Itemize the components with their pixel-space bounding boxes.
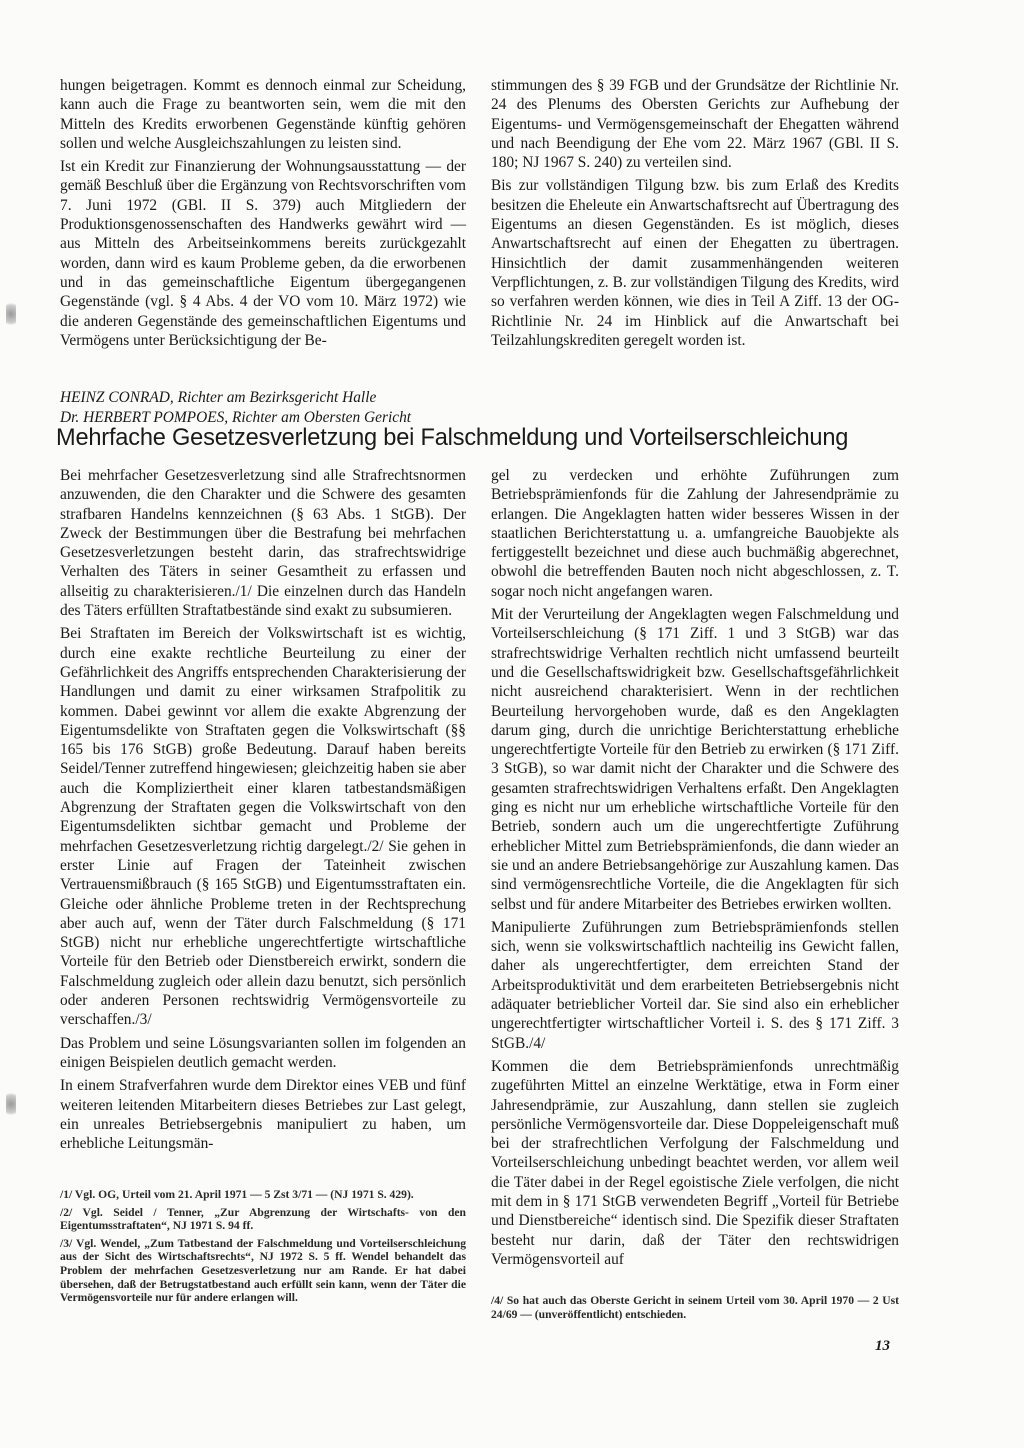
page-number: 13 [875,1338,890,1354]
author-line: HEINZ CONRAD, Richter am Bezirksgericht Halle [60,389,377,406]
footnotes-right [491,1294,899,1325]
paragraph: In einem Strafverfahren wurde dem Direktor eines VEB und fünf weiteren leitenden Mitarbeitern dieses Betriebes zur Last gelegt, ein unreales Betriebsergebnis manipuliert zu haben, um erhebliche Leitungsmän- [60,1077,466,1153]
footnote: /3/ Vgl. Wendel, „Zum Tatbestand der Falschmeldung und Vorteilserschleichung aus der Sicht des Wirtschaftsrechts“, NJ 1972 S. 5 ff. Wendel behandelt das Problem der mehrfachen Gesetzesverletzung nur am Rande. Er hat dabei übersehen, daß der Betrugstatbestand auch erfüllt sein kann, wenn der Täter die Vermögensvorteile nur für andere erlangen will. [60,1236,466,1305]
article-right-column [491,466,899,1273]
paragraph: Manipulierte Zuführungen zum Betriebsprämienfonds stellen sich, wenn sie volkswirtschaftlich nachteilig ins Gewicht fallen, daher als ungerechtfertigter, dem erreichten Stand der Arbeitsproduktivität und dem erarbeiteten Betriebsergebnis nicht adäquater betrieblicher Vorteil dar. Sie sind also ein erheblicher ungerechtfertigter wirtschaftlicher Vorteil i. S. des § 171 Ziff. 3 StGB./4/ [491,918,899,1052]
paragraph: Bis zur vollständigen Tilgung bzw. bis zum Erlaß des Kredits besitzen die Eheleute ein Anwartschaftsrecht auf Übertragung des Eigentums an diesen Gegenständen. Es ist möglich, dieses Anwartschaftsrecht auf einen der Ehegatten zu übertragen. Hinsichtlich der damit zusammenhängenden weiteren Verpflichtungen, z. B. zur vollständigen Tilgung des Kredits, wird so verfahren werden können, wie dies in Teil A Ziff. 13 der OG-Richtlinie Nr. 24 im Hinblick auf die Anwartschaft bei Teilzahlungskrediten geregelt worden ist. [491,177,899,349]
footnote: /4/ So hat auch das Oberste Gericht in seinem Urteil vom 30. April 1970 — 2 Ust 24/69 — (unveröffentlicht) entschieden. [491,1294,899,1321]
paragraph: Mit der Verurteilung der Angeklagten wegen Falschmeldung und Vorteilserschleichung (§ 171 Ziff. 1 und 3 StGB) war das strafrechtswidrige Verhalten rechtlich nicht umfassend beurteilt und die Gesellschaftswidrigkeit bzw. Gesellschaftsgefährlichkeit nicht ausreichend charakterisiert. Wenn in der rechtlichen Beurteilung hervorgehoben wurde, daß es den Angeklagten darum ging, durch die unrichtige Berichterstattung erhebliche ungerechtfertigte Vorteile für den Betrieb zu erwirken (§ 171 Ziff. 3 StGB), so war damit nicht der Charakter und die Schwere des gesamten strafrechtswidrigen Verhaltens erfaßt. Den Angeklagten ging es nicht nur um erhebliche wirtschaftliche Vorteile für den Betrieb, sondern auch um die ungerechtfertigte Zuführung erheblicher Mittel zum Betriebsprämienfonds, die dann wieder an sie und an andere Betriebsangehörige zur Auszahlung kamen. Das sind vermögensrechtliche Vorteile, die die Angeklagten für sich selbst und für andere Mitarbeiter des Betriebes erwirken wollten. [491,606,899,913]
paragraph: Bei Straftaten im Bereich der Volkswirtschaft ist es wichtig, durch eine exakte rechtliche Beurteilung zu einer der Gefährlichkeit des Angriffs entsprechenden Charakterisierung der Handlungen und damit zu einer wirksamen Strafpolitik zu kommen. Dabei gewinnt vor allem die exakte Abgrenzung der Eigentumsdelikte von Straftaten gegen die Volkswirtschaft (§§ 165 bis 176 StGB) große Bedeutung. Darauf haben bereits Seidel/Tenner zutreffend hingewiesen; gleichzeitig haben sie aber auch die Kompliziertheit einer klaren tatbestandsmäßigen Abgrenzung der Straftaten gegen die Volkswirtschaft von den Eigentumsdelikten sichtbar gemacht und Probleme der mehrfachen Gesetzesverletzung richtig dargelegt./2/ Sie gehen in erster Linie auf Fragen der Tateinheit zwischen Vertrauensmißbrauch (§ 165 StGB) und Eigentumsstraftaten ein. Gleiche oder ähnliche Probleme treten in der Rechtsprechung aber auch auf, wenn der Täter durch Falschmeldung (§ 171 StGB) nicht nur erhebliche ungerechtfertigte wirtschaftliche Vorteile für den Betrieb oder Dienstbereich erwirkt, sondern die Falschmeldung zugleich oder allein dazu benutzt, sich persönlich oder anderen Personen rechtswidrig Vermögensvorteile zu verschaffen./3/ [60,625,466,1029]
author-line: Dr. HERBERT POMPOES, Richter am Obersten Gericht [60,408,412,426]
article-left-column [60,466,466,1157]
footnotes-left [60,1188,466,1309]
article-headline: Mehrfache Gesetzesverletzung bei Falschmeldung und Vorteilserschleichung [56,425,849,451]
paragraph: Das Problem und seine Lösungsvarianten sollen im folgenden an einigen Beispielen deutlich gemacht werden. [60,1034,466,1071]
scan-mark-bottom [6,1090,16,1118]
paragraph: stimmungen des § 39 FGB und der Grundsätze der Richtlinie Nr. 24 des Plenums des Obersten Gerichts zur Aufhebung der Eigentums- und Vermögensgemeinschaft der Ehegatten während und nach Beendigung der Ehe vom 22. März 1967 (GBl. II S. 180; NJ 1967 S. 240) zu verteilen sind. [491,77,899,172]
scan-mark-top [6,300,16,328]
author-signatures [60,388,520,427]
top-right-column [491,76,899,354]
footnote: /1/ Vgl. OG, Urteil vom 21. April 1971 — 5 Zst 3/71 — (NJ 1971 S. 429). [60,1188,414,1201]
paragraph: hungen beigetragen. Kommt es dennoch einmal zur Scheidung, kann auch die Frage zu beantworten sein, wem die mit den Mitteln des Kredits erworbenen Gegenstände künftig gehören sollen und welche Ausgleichszahlungen zu leisten sind. [60,77,466,152]
paragraph: Ist ein Kredit zur Finanzierung der Wohnungsausstattung — der gemäß Beschluß über die Ergänzung von Rechtsvorschriften vom 7. Juni 1972 (GBl. II S. 379) auch Mitgliedern der Produktionsgenossenschaften des Handwerks gewährt wird — aus Mitteln des Arbeitseinkommens bereits zurückgezahlt worden, dann wird es kaum Probleme geben, da die erworbenen und in das gemeinschaftliche Eigentum übergegangenen Gegenstände (vgl. § 4 Abs. 4 der VO vom 10. März 1972) wie die anderen Gegenstände des gemeinschaftlichen Eigentums und Vermögens unter Berücksichtigung der Be- [60,158,466,349]
paragraph: Bei mehrfacher Gesetzesverletzung sind alle Strafrechtsnormen anzuwenden, die den Charakter und die Schwere des gesamten strafbaren Handelns kennzeichnen (§ 63 Abs. 1 StGB). Der Zweck der Bestimmungen über die Bestrafung bei mehrfachen Gesetzesverletzungen besteht darin, das strafrechtswidrige Verhalten des Täters in seiner Gesamtheit zu erfassen und allseitig zu charakterisieren./1/ Die einzelnen durch das Handeln des Täters erfüllten Straftatbestände sind exakt zu subsumieren. [60,467,466,620]
paragraph: gel zu verdecken und erhöhte Zuführungen zum Betriebsprämienfonds für die Zahlung der Jahresendprämie zu erlangen. Die Angeklagten hatten wider besseres Wissen in der staatlichen Berichterstattung u. a. umfangreiche Bauobjekte als fertiggestellt bezeichnet und diese auch buchmäßig abgerechnet, obwohl die betreffenden Bauten noch nicht abgeschlossen, z. T. sogar noch nicht angefangen waren. [491,467,899,600]
paragraph: Kommen die dem Betriebsprämienfonds unrechtmäßig zugeführten Mittel an einzelne Werktätige, etwa in Form einer Jahresendprämie, zur Auszahlung, dann stellen sie zugleich persönliche Vermögensvorteile dar. Diese Doppeleigenschaft muß bei der strafrechtlichen Verfolgung der Falschmeldung und Vorteilserschleichung unbedingt beachtet werden, vor allem weil die Täter dabei in der Regel egoistische Ziele verfolgen, die nicht mit dem in § 171 StGB verwendeten Begriff „Vorteil für Betriebe und Dienstbereiche“ identisch sind. Die Spezifik dieser Straftaten besteht nur darin, daß der Täter den rechtswidrigen Vermögensvorteil auf [491,1057,899,1268]
footnote: /2/ Vgl. Seidel / Tenner, „Zur Abgrenzung der Wirtschafts- von den Eigentumsstraftaten“, NJ 1971 S. 94 ff. [60,1205,466,1233]
top-left-column [60,76,466,354]
